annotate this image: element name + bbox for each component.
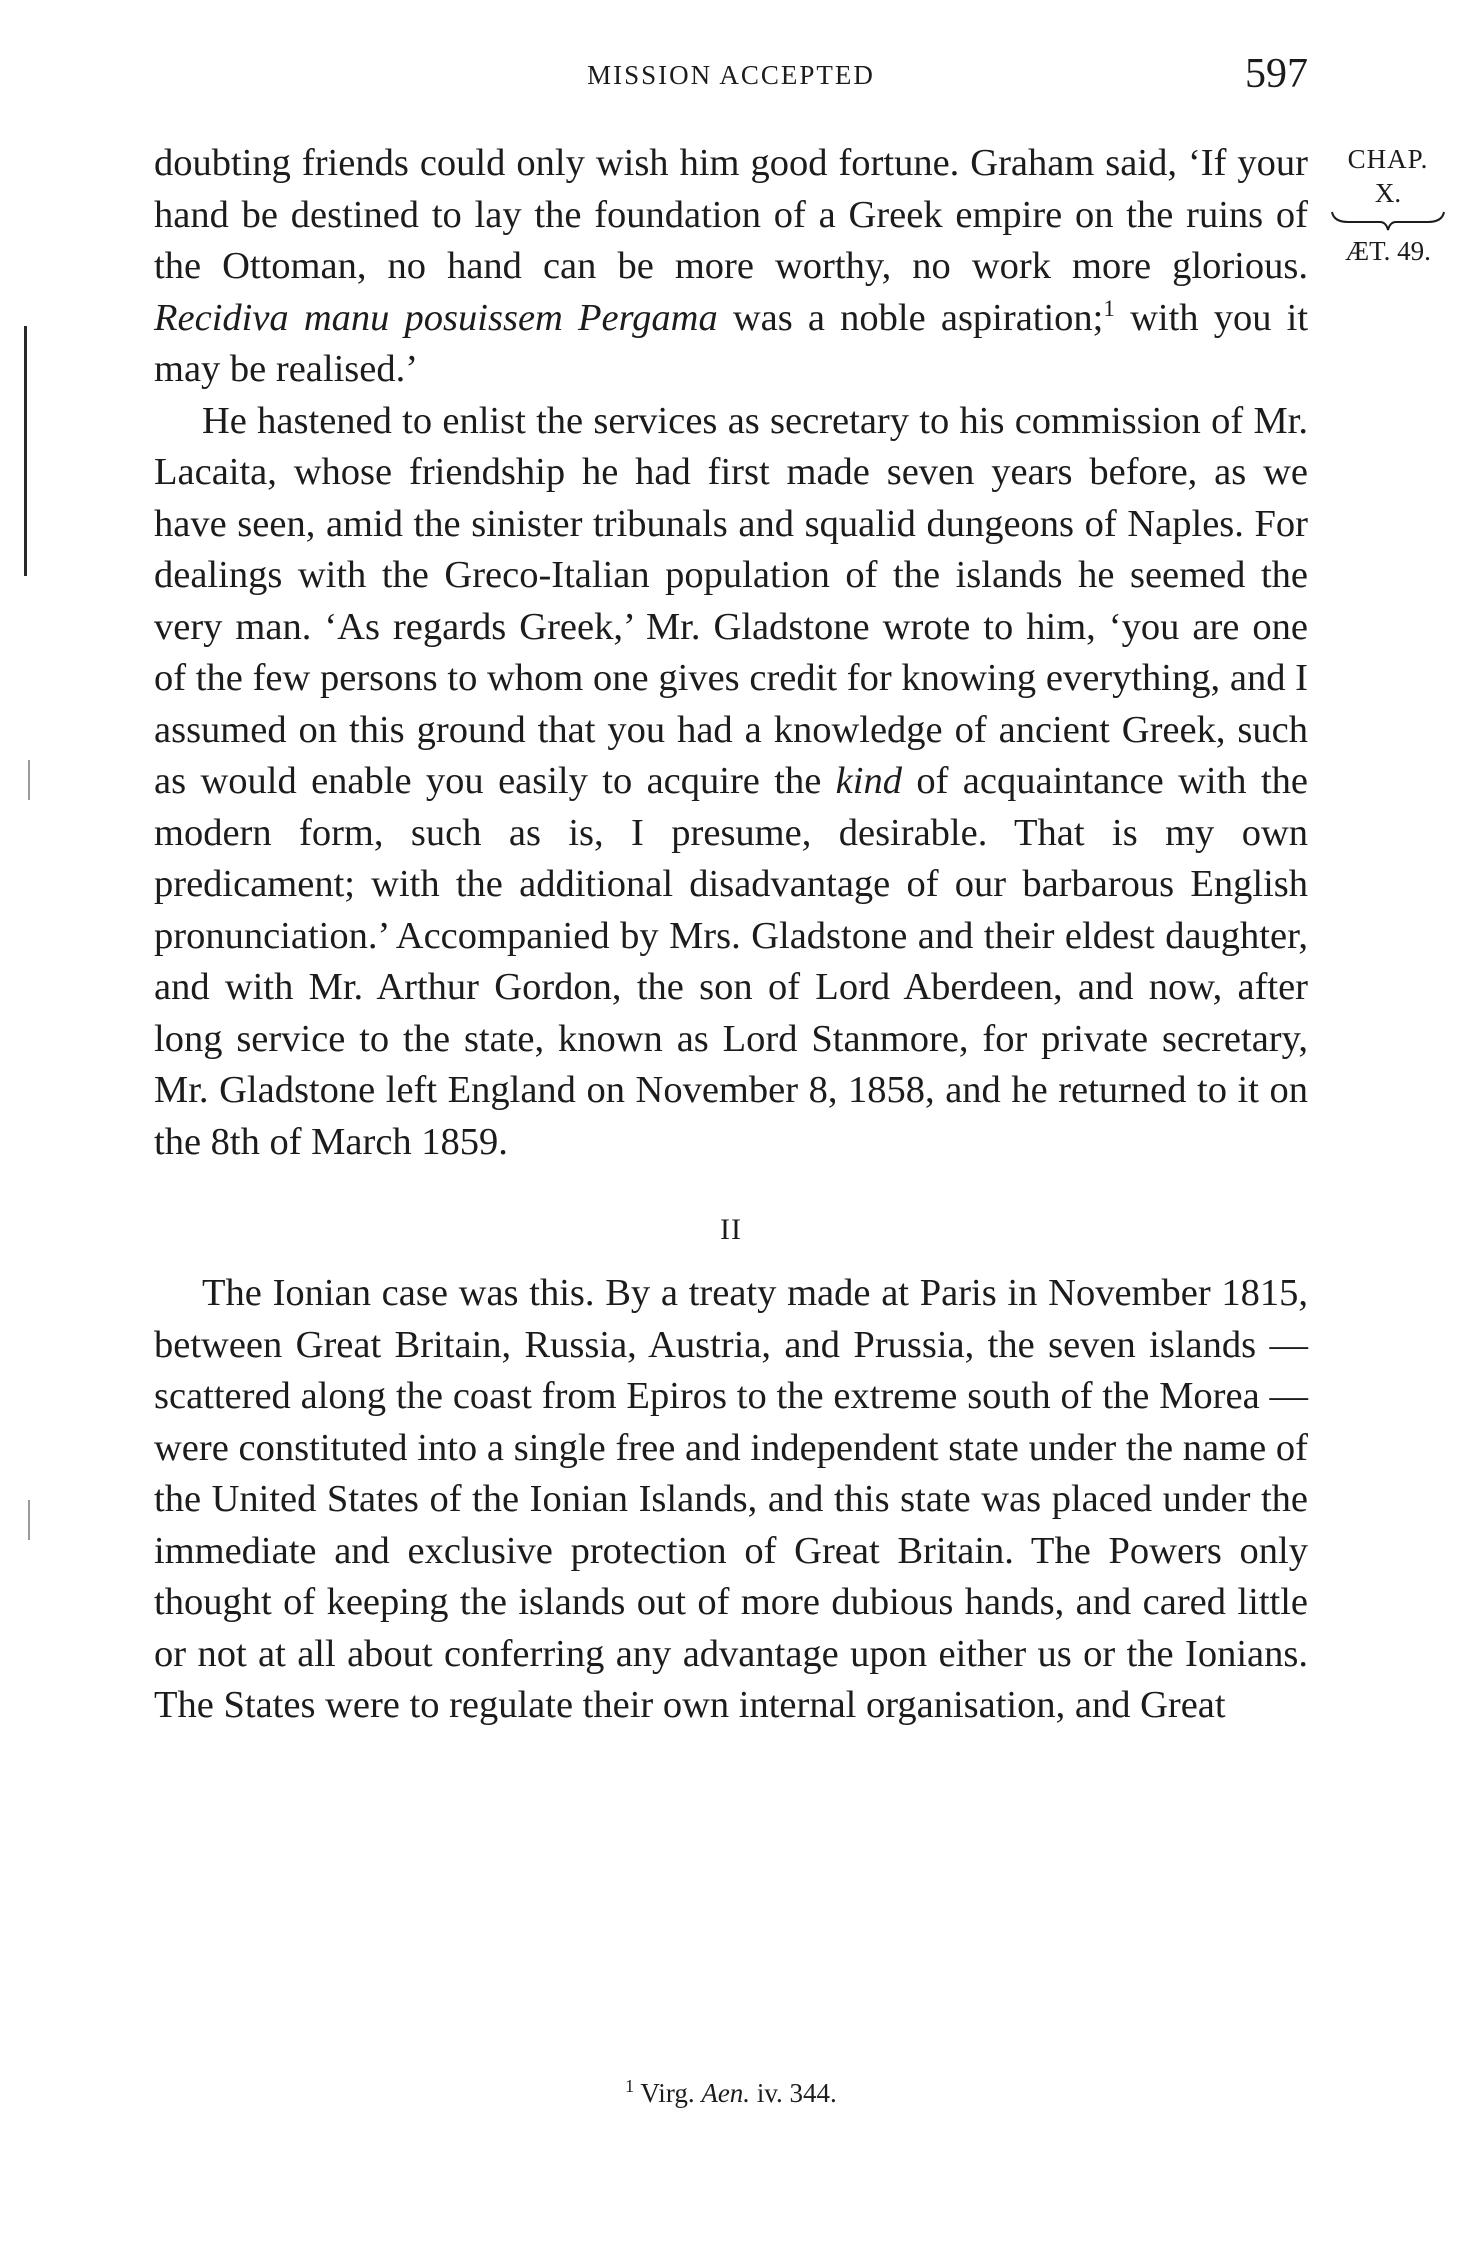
text-run: The Ionian case was this. By a treaty made at Paris in November 1815, between Great Britain, Russia, Austria, and Prussia, the seven islands — scattered along the coast from Epiros to the extreme south of the Morea — were constituted into a single free and independent state under the name of the United States of the Ionian Islands, and this state was placed under the immediate and exclusive protection of Great Britain. The Powers only thought of keeping the islands out of more dubious hands, and cared little or not at all about conferring any advantage upon either us or the Ionians. The States were to regulate their own internal organisation, and Great [154, 1272, 1308, 1726]
footnote-text-before: Virg. [634, 2078, 702, 2108]
text-section-two [154, 1268, 1308, 1732]
text-run: He hastened to enlist the services as secretary to his commission of Mr. Lacaita, whose friendship he had first made seven years before, as we have seen, amid the sinister tribunals and squalid dungeons of Naples. For dealings with the Greco-Italian population of the islands he seemed the very man. ‘As regards Greek,’ Mr. Gladstone wrote to him, ‘you are one of the few persons to whom one gives credit for knowing everything, and I assumed on this ground that you had a knowledge of ancient Greek, such as would enable you easily to acquire the [154, 399, 1308, 802]
binding-speck [28, 760, 30, 800]
footnote [154, 2076, 1308, 2109]
footnote-marker: 1 [625, 2076, 635, 2096]
binding-speck [28, 1500, 30, 1540]
margin-chapter-label: CHAP. [1347, 144, 1429, 174]
paragraph [154, 138, 1308, 396]
page-number: 597 [1245, 51, 1308, 97]
paragraph [154, 1268, 1308, 1732]
body-text [154, 138, 1308, 1732]
text-section-one [154, 138, 1308, 1168]
running-head [154, 50, 1308, 110]
section-number: II [720, 1213, 742, 1246]
paragraph [154, 396, 1308, 1169]
text-run: was a noble aspiration; [717, 296, 1104, 339]
footnote-work-title: Aen. [701, 2078, 751, 2108]
text-run: doubting friends could only wish him good fortune. Graham said, ‘If your hand be destined to lay the foundation of a Greek empire on the ruins of the Ottoman, no hand can be more worthy, no work more glorious. [154, 142, 1308, 287]
margin-chapter-number: X. [1374, 178, 1402, 208]
italic-run: kind [835, 760, 902, 802]
margin-brace-icon [1330, 210, 1446, 232]
footnote-text-after: iv. 344. [750, 2078, 837, 2108]
italic-run: Recidiva manu posuissem Pergama [154, 296, 718, 339]
text-run: of acquaintance with the modern form, such as is, I presume, desirable. That is my own predicament; with the additional disadvantage of our barbarous English pronunciation.’ Accompanied by Mrs. Gladstone and their eldest daughter, and with Mr. Arthur Gordon, the son of Lord Aberdeen, and now, after long service to the state, known as Lord Stanmore, for private secretary, Mr. Gladstone left England on November 8, 1858, and he returned to it on the 8th of March 1859. [154, 760, 1308, 1163]
margin-note [1318, 142, 1458, 268]
footnote-reference: 1 [1103, 294, 1115, 321]
binding-edge-mark [24, 326, 27, 576]
margin-age: ÆT. 49. [1345, 236, 1431, 266]
running-title: MISSION ACCEPTED [587, 60, 875, 90]
text-run: with you it may be realised.’ [154, 296, 1309, 390]
